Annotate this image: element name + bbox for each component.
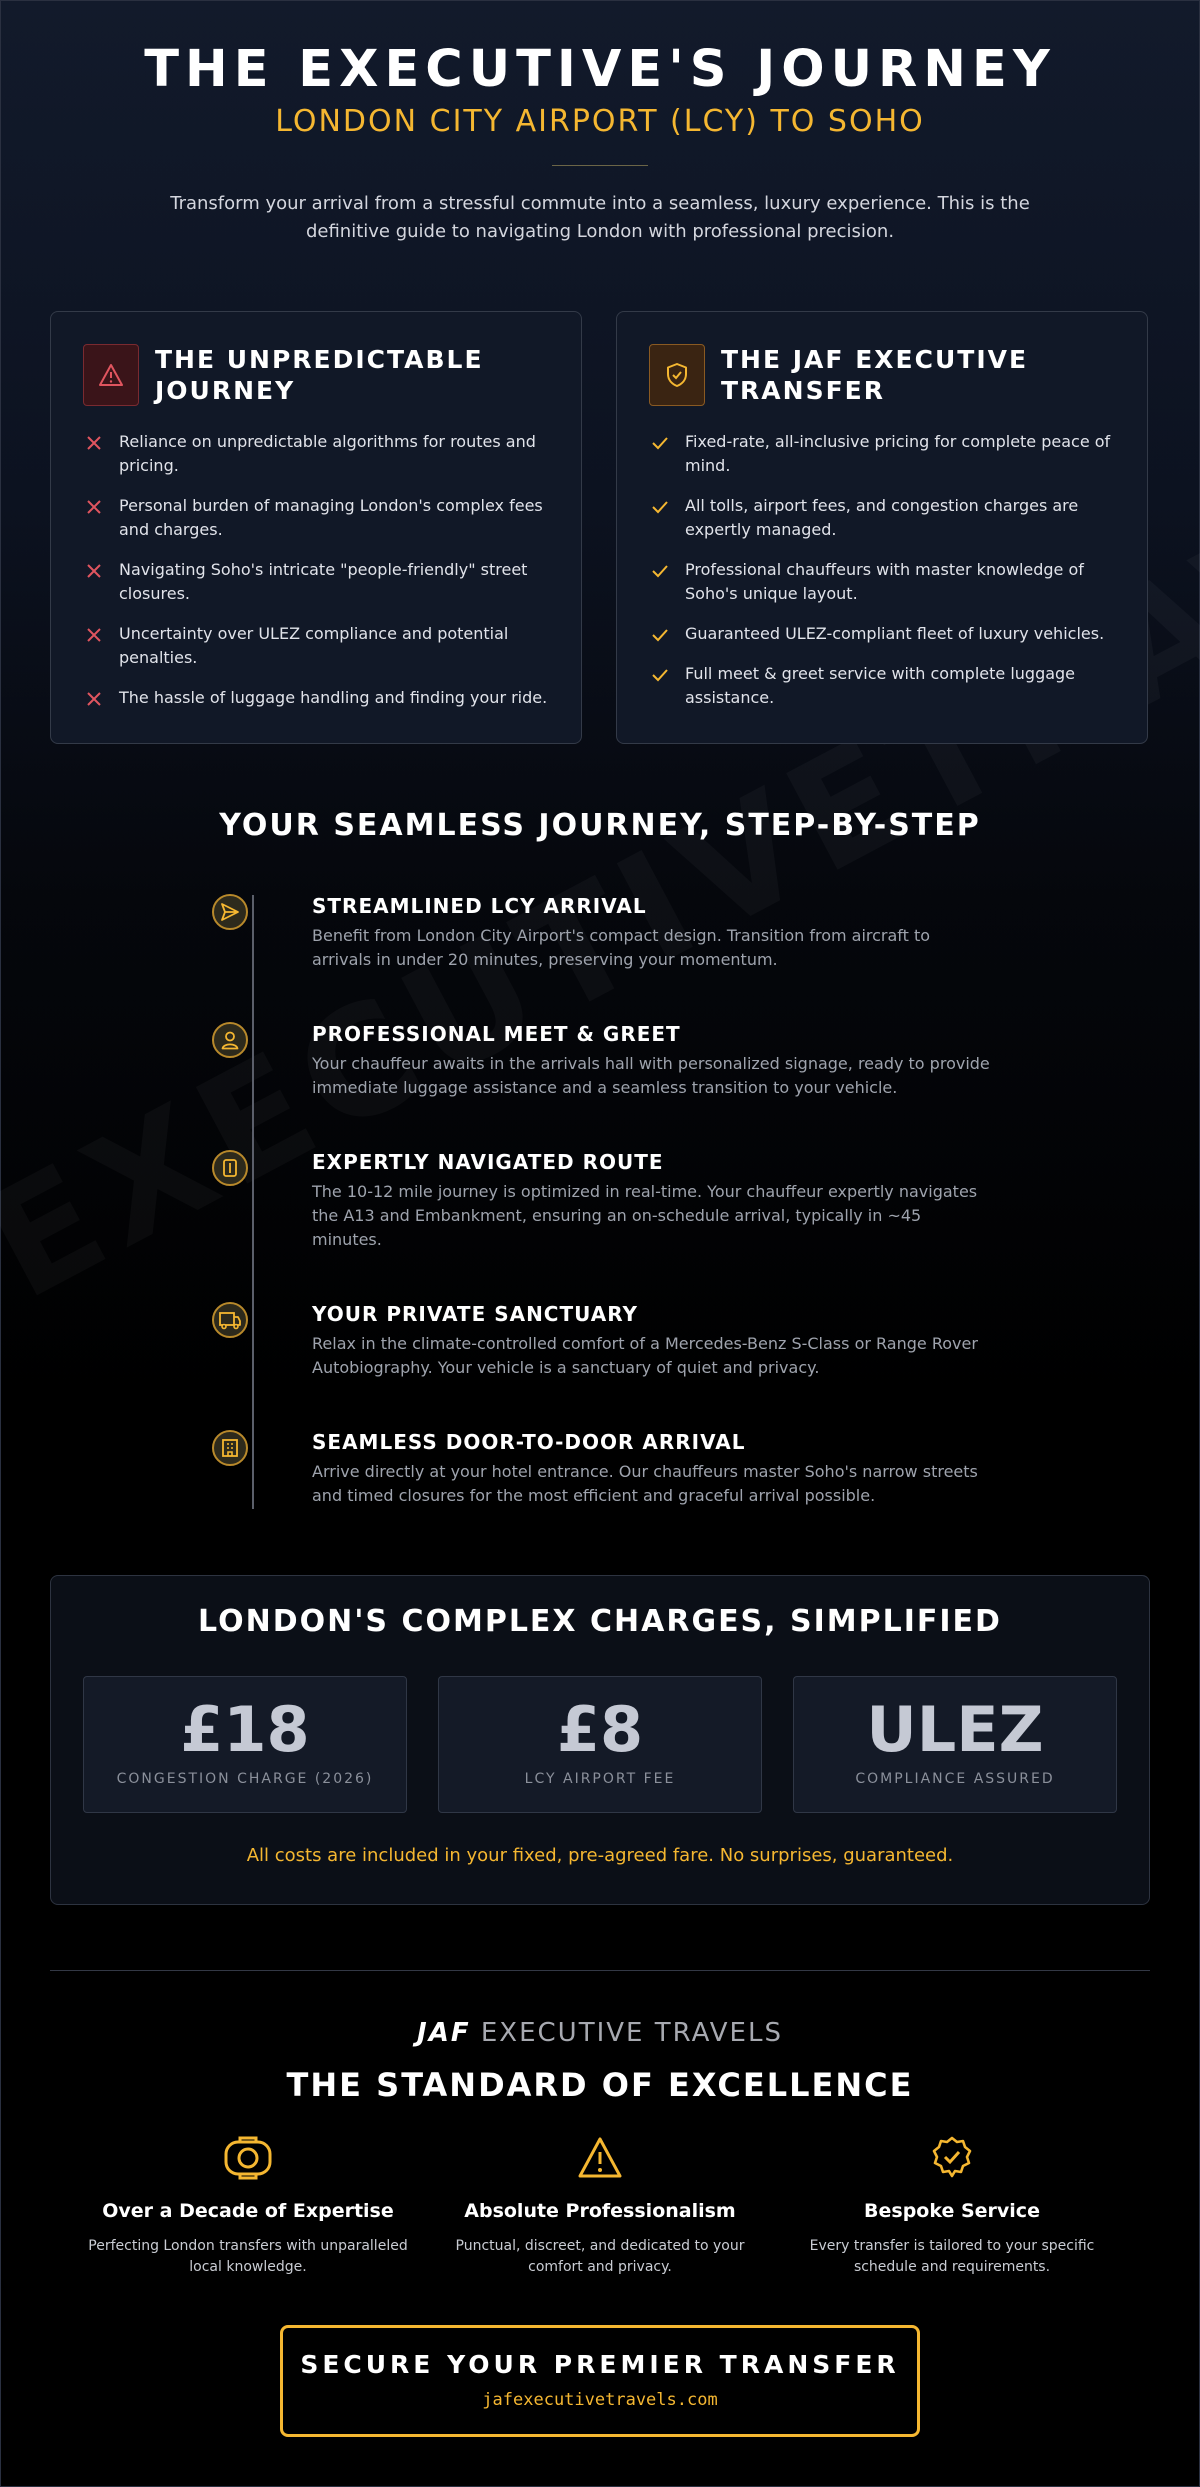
step-description: The 10-12 mile journey is optimized in real-time. Your chauffeur expertly navigates the A13 and Embankment, ensuring an on-schedule arrival, typically in ~45 minutes. <box>312 1182 978 1249</box>
list-item: The hassle of luggage handling and finding your ride. <box>83 686 553 710</box>
charge-label: COMPLIANCE ASSURED <box>855 1771 1055 1787</box>
building-icon <box>212 1430 248 1466</box>
charges-title: LONDON'S COMPLEX CHARGES, SIMPLIFIED <box>198 1604 1002 1639</box>
charge-card <box>793 1676 1117 1813</box>
charge-card <box>438 1676 762 1813</box>
list-item: Fixed-rate, all-inclusive pricing for complete peace of mind. <box>649 430 1119 478</box>
route-icon <box>212 1150 248 1186</box>
paper-plane-icon <box>212 894 248 930</box>
feature-item <box>430 2134 770 2278</box>
step-title: SEAMLESS DOOR-TO-DOOR ARRIVAL <box>312 1430 746 1454</box>
brand-name-bold: JAF <box>417 2018 471 2048</box>
section-divider <box>50 1970 1150 1971</box>
intro-text: Transform your arrival from a stressful commute into a seamless, luxury experience. This is the definitive guide to navigating London with professional precision. <box>170 193 1030 242</box>
list-item: Uncertainty over ULEZ compliance and potential penalties. <box>83 622 553 670</box>
step-description: Your chauffeur awaits in the arrivals hall with personalized signage, ready to provide immediate luggage assistance and a seamless transition to your vehicle. <box>312 1054 990 1097</box>
brand-name-rest: EXECUTIVE TRAVELS <box>480 2018 783 2048</box>
page-subtitle: LONDON CITY AIRPORT (LCY) TO SOHO <box>275 104 925 139</box>
feature-description: Every transfer is tailored to your specific schedule and requirements. <box>809 2238 1095 2275</box>
check-icon <box>651 434 669 452</box>
cross-icon <box>85 434 103 452</box>
cross-icon <box>85 562 103 580</box>
car-icon <box>212 1302 248 1338</box>
check-icon <box>651 626 669 644</box>
charge-card <box>83 1676 407 1813</box>
charge-label: CONGESTION CHARGE (2026) <box>116 1771 374 1787</box>
cross-icon <box>85 498 103 516</box>
feature-title: Bespoke Service <box>864 2200 1040 2222</box>
secure-transfer-button[interactable] <box>280 2325 920 2437</box>
header-divider <box>552 165 648 166</box>
warning-icon <box>83 344 139 406</box>
feature-title: Absolute Professionalism <box>464 2200 736 2222</box>
journey-section-title: YOUR SEAMLESS JOURNEY, STEP-BY-STEP <box>219 808 981 843</box>
list-item: Professional chauffeurs with master knowledge of Soho's unique layout. <box>649 558 1119 606</box>
check-icon <box>651 562 669 580</box>
check-icon <box>651 498 669 516</box>
brand-name <box>0 2018 1200 2048</box>
check-icon <box>651 666 669 684</box>
warning-icon <box>570 2134 630 2182</box>
feature-description: Punctual, discreet, and dedicated to your comfort and privacy. <box>455 2238 745 2275</box>
step-title: EXPERTLY NAVIGATED ROUTE <box>312 1150 664 1174</box>
badge-check-icon <box>922 2134 982 2182</box>
step-title: YOUR PRIVATE SANCTUARY <box>312 1302 639 1326</box>
list-item: Guaranteed ULEZ-compliant fleet of luxury vehicles. <box>649 622 1119 646</box>
list-item: Reliance on unpredictable algorithms for routes and pricing. <box>83 430 553 478</box>
watch-icon <box>218 2134 278 2182</box>
list-item: Personal burden of managing London's complex fees and charges. <box>83 494 553 542</box>
problem-list <box>83 430 553 726</box>
charge-value: £8 <box>556 1693 644 1766</box>
feature-item <box>782 2134 1122 2278</box>
benefit-list <box>649 430 1119 726</box>
feature-title: Over a Decade of Expertise <box>102 2200 394 2222</box>
step-title: STREAMLINED LCY ARRIVAL <box>312 894 647 918</box>
card-title: THE JAF EXECUTIVE TRANSFER <box>721 345 1029 405</box>
feature-description: Perfecting London transfers with unparalleled local knowledge. <box>88 2238 408 2275</box>
timeline-line <box>252 895 254 1509</box>
list-item: Navigating Soho's intricate "people-friendly" street closures. <box>83 558 553 606</box>
charges-note: All costs are included in your fixed, pre-agreed fare. No surprises, guaranteed. <box>246 1845 954 1866</box>
step-description: Relax in the climate-controlled comfort of a Mercedes-Benz S-Class or Range Rover Autobiography. Your vehicle is a sanctuary of quiet and privacy. <box>312 1334 978 1377</box>
brand-tagline: THE STANDARD OF EXCELLENCE <box>286 2066 914 2104</box>
unpredictable-journey-card <box>50 311 582 744</box>
feature-item <box>78 2134 418 2278</box>
shield-check-icon <box>649 344 705 406</box>
card-title: THE UNPREDICTABLE JOURNEY <box>155 345 484 405</box>
charge-label: LCY AIRPORT FEE <box>524 1771 676 1787</box>
list-item: All tolls, airport fees, and congestion charges are expertly managed. <box>649 494 1119 542</box>
list-item: Full meet & greet service with complete luggage assistance. <box>649 662 1119 710</box>
cta-title: SECURE YOUR PREMIER TRANSFER <box>300 2350 900 2379</box>
step-title: PROFESSIONAL MEET & GREET <box>312 1022 681 1046</box>
charge-value: ULEZ <box>866 1693 1044 1766</box>
step-description: Arrive directly at your hotel entrance. Our chauffeurs master Soho's narrow streets and timed closures for the most efficient and graceful arrival possible. <box>312 1462 978 1505</box>
website-link[interactable]: jafexecutivetravels.com <box>482 2390 718 2410</box>
cross-icon <box>85 690 103 708</box>
charge-value: £18 <box>180 1693 310 1766</box>
page-title: THE EXECUTIVE'S JOURNEY <box>144 40 1056 99</box>
user-icon <box>212 1022 248 1058</box>
jaf-executive-transfer-card <box>616 311 1148 744</box>
charges-panel <box>50 1575 1150 1905</box>
step-description: Benefit from London City Airport's compact design. Transition from aircraft to arrivals in under 20 minutes, preserving your momentum. <box>312 926 931 969</box>
cross-icon <box>85 626 103 644</box>
